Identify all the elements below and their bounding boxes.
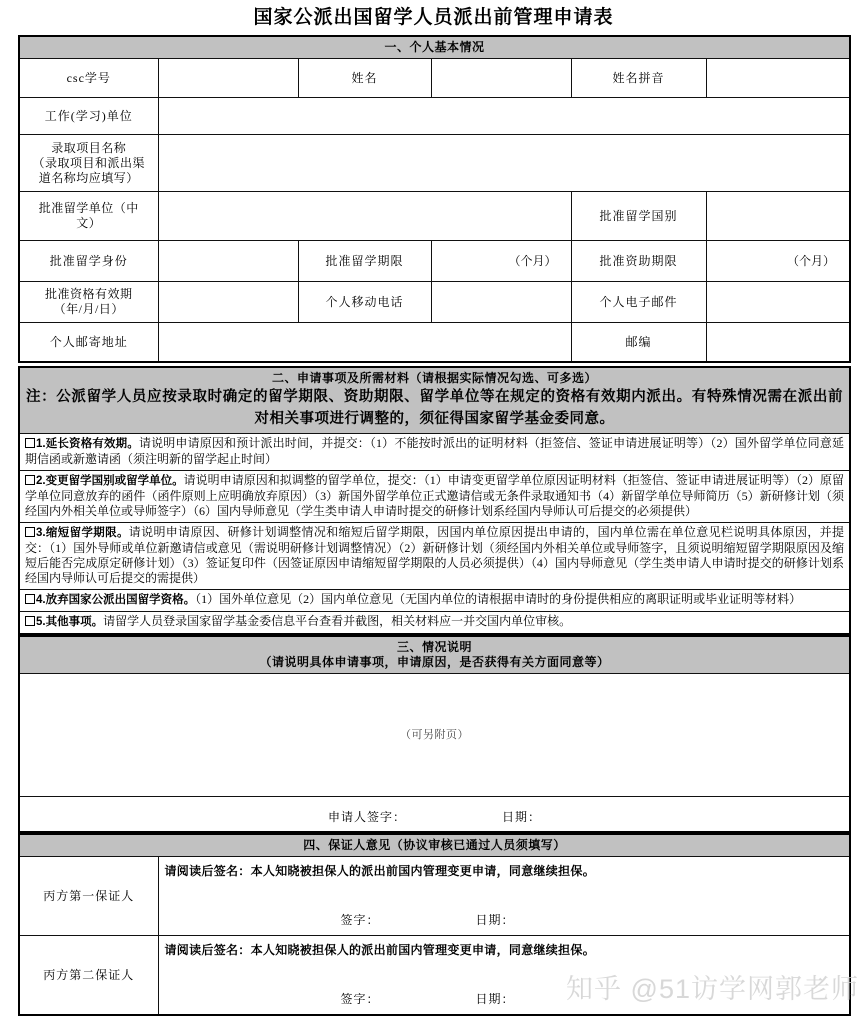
application-item-4-body: （1）国外单位意见（2）国内单位意见（无国内单位的请根据申请时的身份提供相应的离职证明或毕业证明等材料） <box>195 592 802 606</box>
watermark: 知乎 @51访学网郭老师 <box>566 974 859 1004</box>
field-name[interactable] <box>431 59 571 98</box>
table-row-validity <box>19 282 850 323</box>
field-work-unit[interactable] <box>158 98 850 135</box>
guarantor-1-signature-group <box>341 913 844 928</box>
section3-body-row <box>19 674 850 797</box>
field-csc-number[interactable] <box>158 59 298 98</box>
application-item-3[interactable] <box>19 523 850 590</box>
field-email[interactable] <box>706 282 850 323</box>
section2-table <box>18 366 851 635</box>
applicant-signature-group <box>24 804 845 825</box>
application-item-5-title: 5.其他事项。 <box>36 616 104 628</box>
field-approved-duration-months[interactable]: （个月） <box>431 241 571 282</box>
label-mailing-address: 个人邮寄地址 <box>19 323 158 363</box>
attachment-hint: （可另附页） <box>400 728 469 741</box>
field-postcode[interactable] <box>706 323 850 363</box>
section2-item-row-3 <box>19 523 850 590</box>
section2-item-row-4 <box>19 590 850 612</box>
table-row-mailing-address <box>19 323 850 363</box>
section3-heading-line1: 三、情况说明 <box>396 640 472 654</box>
application-item-1-body: 请说明申请原因和预计派出时间，并提交：（1）不能按时派出的证明材料（拒签信、签证申请进展证明等）（2）国外留学单位同意延期信函或新邀请函（须注明新的留学起止时间） <box>25 436 844 466</box>
table-row-approved-duration <box>19 241 850 282</box>
guarantor-2-signature-label[interactable]: 签字： <box>340 992 380 1006</box>
guarantor-row-1 <box>19 857 850 936</box>
label-approved-study-unit <box>19 192 158 241</box>
checkbox-item-2[interactable] <box>25 475 35 485</box>
section1-heading: 一、个人基本情况 <box>19 36 850 59</box>
table-row-work-unit <box>19 98 850 135</box>
application-item-1[interactable] <box>19 434 850 471</box>
guarantor-2-signature-group <box>341 992 844 1007</box>
label-funding-duration: 批准资助期限 <box>571 241 706 282</box>
application-item-2-title: 2.变更留学国别或留学单位。 <box>36 475 184 487</box>
guarantor-1-statement: 请阅读后签名：本人知晓被担保人的派出前国内管理变更申请，同意继续担保。 <box>164 864 596 878</box>
label-approved-country: 批准留学国别 <box>571 192 706 241</box>
guarantor-2-statement: 请阅读后签名：本人知晓被担保人的派出前国内管理变更申请，同意继续担保。 <box>164 943 596 957</box>
section2-item-row-2 <box>19 471 850 523</box>
section1-header-row <box>19 36 850 59</box>
guarantor-1-date-label[interactable]: 日期： <box>475 913 515 927</box>
section2-item-row-5 <box>19 612 850 635</box>
label-approved-identity: 批准留学身份 <box>19 241 158 282</box>
label-qualification-validity <box>19 282 158 323</box>
label-email: 个人电子邮件 <box>571 282 706 323</box>
label-project-name <box>19 135 158 192</box>
label-project-name-line3: 道名称均应填写） <box>38 170 139 185</box>
section2-heading: 二、申请事项及所需材料（请根据实际情况勾选、可多选） <box>271 371 597 385</box>
guarantor-1-label: 丙方第一保证人 <box>19 857 158 936</box>
label-csc-number: csc学号 <box>19 59 158 98</box>
label-work-unit: 工作(学习)单位 <box>19 98 158 135</box>
application-item-5[interactable] <box>19 612 850 635</box>
table-row-project-name <box>19 135 850 192</box>
guarantor-2-date-label[interactable]: 日期： <box>475 992 515 1006</box>
label-project-name-line2: （录取项目和派出渠 <box>32 155 145 170</box>
application-item-1-title: 1.延长资格有效期。 <box>36 438 139 450</box>
application-item-3-title: 3.缩短留学期限。 <box>36 527 129 539</box>
application-item-4[interactable] <box>19 590 850 612</box>
checkbox-item-5[interactable] <box>25 616 35 626</box>
application-item-2-body: 请说明申请原因和拟调整的留学单位，提交：（1）申请变更留学单位原因证明材料（拒签信、签证申请进展证明等）（2）原留学单位同意放弃的函件（函件原则上应明确放弃原因）（3）新国外留学单位正式邀请信或无条件录取通知书（4）新留学单位导师简历（5）新研修计划（须经国内外相关单位或导师签字）（6）国内导师意见（学生类申请人申请时提交的研修计划系经国内导师认可后提交的必须提供） <box>25 473 844 518</box>
application-form-table <box>18 35 851 363</box>
label-approved-duration: 批准留学期限 <box>298 241 431 282</box>
section2-heading-cell <box>19 367 850 434</box>
field-approved-study-unit[interactable] <box>158 192 571 241</box>
table-row-approved-unit <box>19 192 850 241</box>
label-name-pinyin: 姓名拼音 <box>571 59 706 98</box>
section2-item-row-1 <box>19 434 850 471</box>
label-postcode: 邮编 <box>571 323 706 363</box>
explanation-textarea[interactable] <box>19 674 850 797</box>
guarantor-1-signature-label[interactable]: 签字： <box>340 913 380 927</box>
application-item-5-body: 请留学人员登录国家留学基金委信息平台查看并截图，相关材料应一并交国内单位审核。 <box>103 614 572 628</box>
label-name: 姓名 <box>298 59 431 98</box>
section4-table <box>18 833 851 1016</box>
guarantor-2-body <box>158 936 850 1016</box>
field-mailing-address[interactable] <box>158 323 571 363</box>
section3-signature-row <box>19 797 850 833</box>
checkbox-item-3[interactable] <box>25 527 35 537</box>
field-approved-identity[interactable] <box>158 241 298 282</box>
section2-header-row <box>19 367 850 434</box>
label-approved-study-unit-line2: 文） <box>76 216 102 230</box>
field-funding-duration-months[interactable]: （个月） <box>706 241 850 282</box>
applicant-signature-row <box>19 797 850 833</box>
application-item-4-title: 4.放弃国家公派出国留学资格。 <box>36 594 196 606</box>
field-project-name[interactable] <box>158 135 850 192</box>
section3-heading-line2: （请说明具体申请事项，申请原因，是否获得有关方面同意等） <box>259 655 610 669</box>
field-approved-country[interactable] <box>706 192 850 241</box>
applicant-date-label[interactable]: 日期： <box>502 809 542 824</box>
field-mobile-phone[interactable] <box>431 282 571 323</box>
application-item-2[interactable] <box>19 471 850 523</box>
guarantor-2-label: 丙方第二保证人 <box>19 936 158 1016</box>
guarantor-row-2 <box>19 936 850 1016</box>
checkbox-item-4[interactable] <box>25 594 35 604</box>
label-qualification-validity-line1: 批准资格有效期 <box>44 287 133 301</box>
label-qualification-validity-line2: （年/月/日） <box>53 302 124 316</box>
label-project-name-line1: 录取项目名称 <box>51 140 127 155</box>
checkbox-item-1[interactable] <box>25 438 35 448</box>
section2-note: 注：公派留学人员应按录取时确定的留学期限、资助期限、留学单位等在规定的资格有效期内派出。有特殊情况需在派出前对相关事项进行调整的，须征得国家留学基金委同意。 <box>26 389 843 427</box>
section3-table <box>18 635 851 833</box>
field-name-pinyin[interactable] <box>706 59 850 98</box>
applicant-signature-label[interactable]: 申请人签字： <box>327 809 406 824</box>
application-item-3-body: 请说明申请原因、研修计划调整情况和缩短后留学期限，因国内单位原因提出申请的，国内单位需在单位意见栏说明具体原因，并提交：（1）国外导师或单位新邀请信或意见（需说明研修计划调整情况）（2）新研修计划（须经国内外相关单位或导师签字，且须说明缩短留学期限原因及缩短后能否完成原定研修计划）（3）签证复印件（因签证原因申请缩短留学期限的人员必须提供）（4）国内导师意见（学生类申请人申请时提交的研修计划系经国内导师认可后提交的需提供） <box>25 525 844 585</box>
guarantor-1-body <box>158 857 850 936</box>
section4-heading: 四、保证人意见（协议审核已通过人员须填写） <box>19 834 850 857</box>
section4-header-row <box>19 834 850 857</box>
section3-heading-cell <box>19 636 850 674</box>
table-row-identity <box>19 59 850 98</box>
section3-header-row <box>19 636 850 674</box>
field-qualification-validity[interactable] <box>158 282 298 323</box>
page-title: 国家公派出国留学人员派出前管理申请表 <box>253 7 614 28</box>
label-mobile-phone: 个人移动电话 <box>298 282 431 323</box>
label-approved-study-unit-line1: 批准留学单位（中 <box>38 201 139 215</box>
